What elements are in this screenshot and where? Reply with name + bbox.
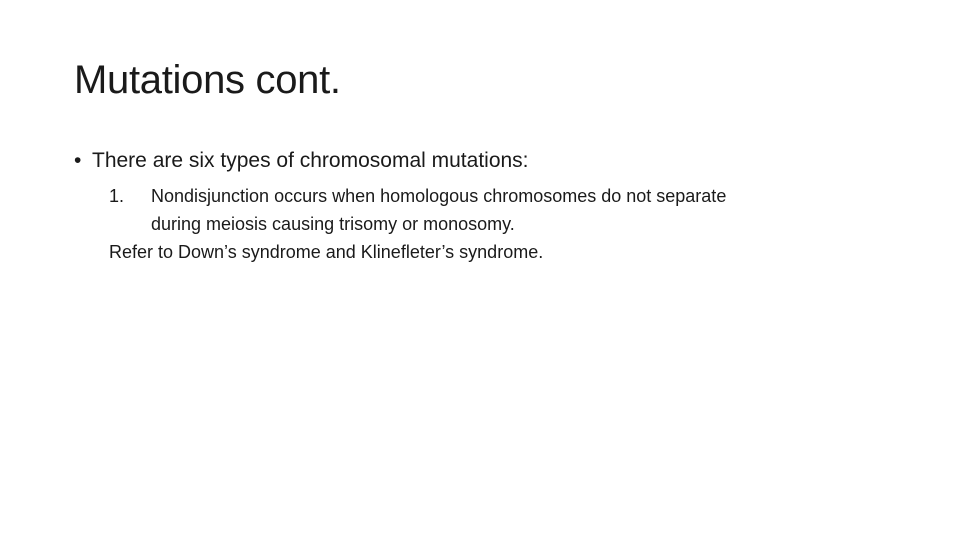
sub-content [109, 182, 894, 266]
item-number: 1. [109, 186, 125, 206]
bullet-marker: • [74, 149, 82, 172]
slide-body [74, 146, 894, 266]
item-text-line-1: Nondisjunction occurs when homologous chromosomes do not separate [151, 186, 727, 206]
reference-note: Refer to Down’s syndrome and Klinefleter’s syndrome. [109, 242, 544, 262]
bullet-text: There are six types of chromosomal mutations: [92, 149, 529, 172]
numbered-item [109, 182, 894, 238]
item-text-line-2: during meiosis causing trisomy or monosomy. [151, 214, 515, 234]
slide-title: Mutations cont. [74, 58, 341, 102]
bullet-item [74, 146, 894, 176]
